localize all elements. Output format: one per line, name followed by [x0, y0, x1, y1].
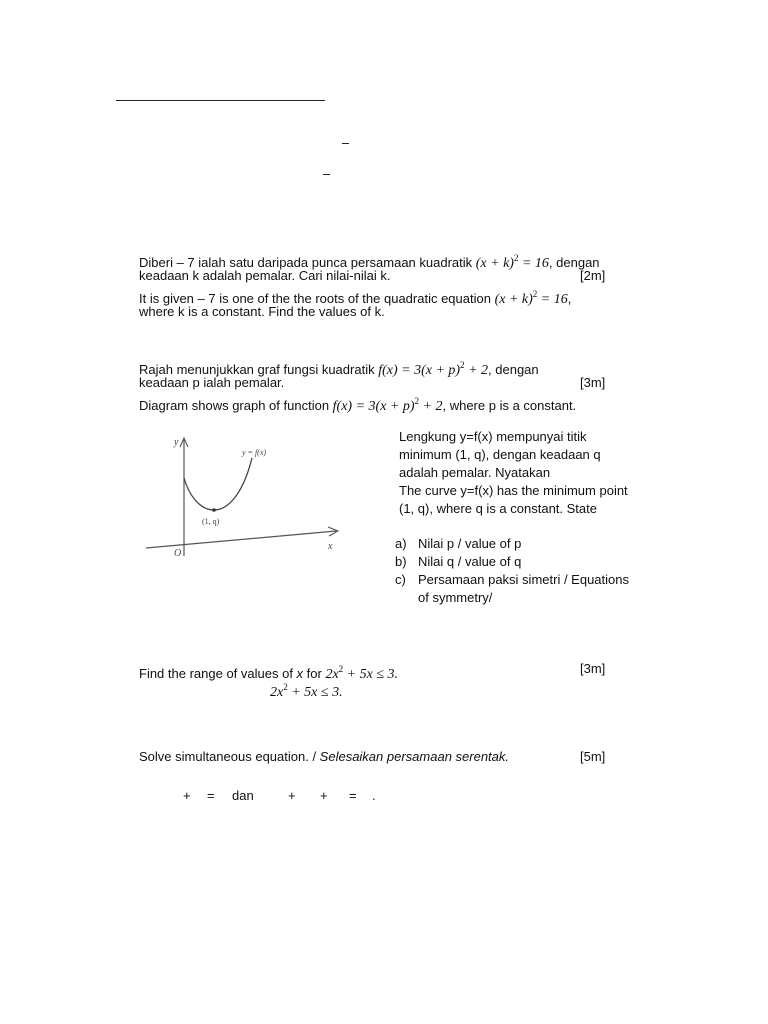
q4-eq-token: = [207, 788, 215, 803]
q2-part-b [395, 553, 521, 571]
graph-x-label: x [328, 541, 333, 552]
x-axis [146, 531, 336, 548]
q3-ineq-term: 2x [325, 667, 339, 682]
q2-line3-tail: , where p is a constant. [442, 398, 577, 413]
q2-desc-line: adalah pemalar. Nyatakan [399, 465, 551, 480]
q1-line4: where k is a constant. Find the values of k. [139, 304, 385, 319]
quadratic-graph [140, 430, 350, 565]
q2-part-c-label: c) [395, 572, 406, 587]
q1-equation-rhs: = 16 [518, 256, 549, 271]
q1-equation-en-rhs: = 16 [537, 292, 568, 307]
q3-ineq-2-exponent: 2 [283, 682, 288, 692]
q3-ineq-2-term: 2x [270, 685, 284, 700]
q2-marks: [3m] [580, 375, 606, 390]
graph-curve-label: y = f(x) [242, 448, 267, 457]
q2-function-exponent: 2 [460, 360, 465, 370]
q2-desc-line: (1, q), where q is a constant. State [399, 501, 597, 516]
q2-line2: keadaan p ialah pemalar. [139, 375, 285, 390]
q2-part-a-text: Nilai p / value of p [418, 536, 522, 551]
q2-desc-line: Lengkung y=f(x) mempunyai titik [399, 429, 587, 444]
q2-function-en-base: f(x) = 3(x + p) [332, 399, 415, 414]
q4-prompt [139, 748, 509, 766]
parabola-curve [184, 458, 252, 510]
q1-line1-text: Diberi – 7 ialah satu daripada punca persamaan kuadratik [139, 255, 476, 270]
minimum-point [212, 508, 216, 512]
q3-ineq-2-rest: + 5x ≤ 3. [287, 685, 343, 700]
q1-equation-exponent: 2 [513, 253, 519, 263]
q1-equation-en-base: (x + k) [494, 292, 533, 307]
q1-equation-en-exponent: 2 [532, 289, 538, 299]
header-rule [116, 100, 325, 101]
q1-line2: keadaan k adalah pemalar. Cari nilai-nilai k. [139, 268, 391, 283]
q1-line1-tail: , dengan [548, 255, 600, 270]
blank-dash [342, 143, 349, 144]
q1-line3-text: It is given – 7 is one of the the roots of the quadratic equation [139, 291, 495, 306]
q2-part-c-continued: of symmetry/ [418, 590, 493, 605]
q2-function-en-rhs: + 2 [419, 399, 443, 414]
q2-part-a [395, 535, 521, 553]
q2-line1-tail: , dengan [488, 362, 539, 377]
q4-prompt-italic: Selesaikan persamaan serentak. [319, 749, 510, 764]
q2-function-en-exponent: 2 [414, 396, 420, 406]
graph-min-label: (1, q) [202, 517, 220, 526]
q2-function [378, 360, 489, 378]
q4-prompt-text: Solve simultaneous equation. / [139, 749, 320, 764]
q4-eq-token: dan [232, 788, 254, 803]
q1-line3-tail: , [567, 291, 572, 306]
q2-part-b-text: Nilai q / value of q [418, 554, 522, 569]
q4-eq-token: . [372, 788, 376, 803]
q2-desc-line: The curve y=f(x) has the minimum point [399, 483, 628, 498]
q3-prompt [139, 660, 398, 684]
q3-prompt-text: Find the range of values of [139, 666, 297, 681]
q3-ineq-exponent: 2 [338, 664, 344, 674]
q2-part-c-text: Persamaan paksi simetri / Equations [418, 572, 629, 587]
q3-inequality-repeat [270, 678, 343, 702]
q3-ineq-rest: + 5x ≤ 3. [343, 667, 399, 682]
q2-line1-text: Rajah menunjukkan graf fungsi kuadratik [139, 362, 379, 377]
graph-origin-label: O [174, 548, 182, 559]
q2-part-a-label: a) [395, 536, 407, 551]
graph-y-label: y [174, 437, 179, 448]
q2-line3 [139, 392, 576, 416]
q2-desc-line: minimum (1, q), dengan keadaan q [399, 447, 601, 462]
q2-function-en [332, 396, 443, 414]
q1-equation-en [494, 289, 568, 307]
q3-marks: [3m] [580, 661, 606, 676]
q2-line3-text: Diagram shows graph of function [139, 398, 333, 413]
q4-eq-token: + [183, 788, 191, 803]
q2-function-rhs: + 2 [464, 363, 489, 378]
q4-eq-token: = [349, 788, 357, 803]
q1-equation [475, 253, 549, 271]
q4-eq-token: + [320, 788, 328, 803]
q4-marks: [5m] [580, 749, 606, 764]
q2-part-c [395, 571, 629, 589]
q2-function-base: f(x) = 3(x + p) [378, 363, 461, 378]
q1-marks: [2m] [580, 268, 606, 283]
q2-part-b-label: b) [395, 554, 407, 569]
q3-prompt-for: for [303, 666, 326, 681]
q1-equation-base: (x + k) [475, 256, 514, 271]
q3-prompt-variable: x [296, 666, 304, 681]
q3-inequality-2 [270, 682, 343, 700]
q4-eq-token: + [288, 788, 296, 803]
blank-dash [323, 174, 330, 175]
